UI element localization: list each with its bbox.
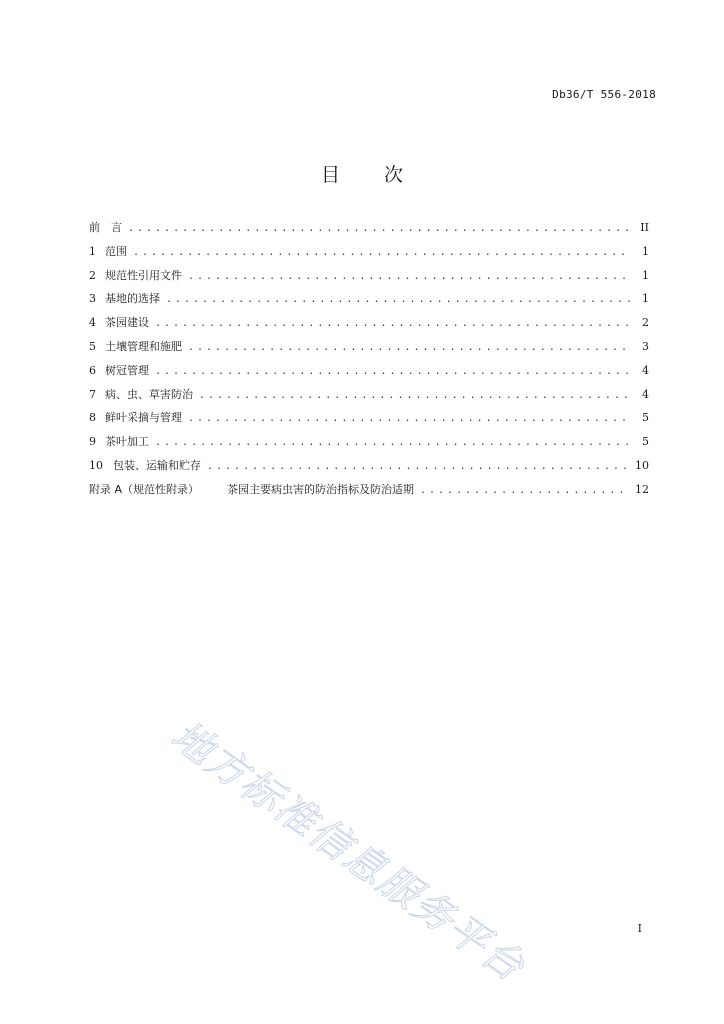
toc-entry-number: 6 — [89, 363, 96, 377]
toc-entry-page: 4 — [642, 363, 649, 377]
toc-entry-number: 3 — [89, 292, 96, 306]
toc-entry-number: 1 — [89, 244, 96, 258]
toc-heading-char-1: 目 — [320, 164, 340, 186]
toc-entry-page: 4 — [642, 387, 649, 401]
toc-entry-page: 5 — [642, 435, 649, 449]
toc-entry-page: 5 — [642, 411, 649, 425]
toc-entry[interactable] — [89, 219, 649, 243]
toc-entry-title: 范围 — [105, 244, 127, 258]
toc-entry-number: 5 — [89, 339, 96, 353]
toc-entry-number: 附录 A（规范性附录） — [89, 482, 200, 496]
toc-leader-dots — [133, 247, 631, 258]
toc-heading-char-2: 次 — [384, 164, 404, 186]
toc-entry[interactable] — [89, 290, 649, 314]
toc-entry-title: 包装、运输和贮存 — [113, 458, 201, 472]
toc-entry[interactable] — [89, 314, 649, 338]
toc-entry[interactable] — [89, 433, 649, 457]
toc-entry-title: 病、虫、草害防治 — [105, 387, 193, 401]
document-code: Db36/T 556-2018 — [552, 88, 656, 101]
toc-entry-page: 1 — [642, 244, 649, 258]
toc-leader-dots — [155, 318, 631, 329]
toc-entry-number: 前 — [89, 221, 100, 234]
toc-entry-page: 12 — [635, 482, 649, 496]
toc-entry-page: 3 — [642, 339, 649, 353]
toc-entry-number: 2 — [89, 268, 96, 282]
toc-entry-number: 8 — [89, 411, 96, 425]
toc-leader-dots — [199, 390, 631, 401]
page-number: I — [637, 922, 642, 935]
table-of-contents — [89, 219, 649, 505]
toc-entry-title: 茶叶加工 — [105, 435, 149, 449]
toc-leader-dots — [155, 437, 631, 448]
toc-leader-dots — [155, 366, 631, 377]
toc-leader-dots — [188, 342, 631, 353]
toc-entry[interactable] — [89, 457, 649, 481]
toc-leader-dots — [188, 271, 631, 282]
toc-entry-page: II — [640, 221, 649, 234]
toc-leader-dots — [166, 294, 631, 305]
toc-leader-dots — [207, 461, 629, 472]
toc-entry-number: 7 — [89, 387, 96, 401]
toc-entry[interactable] — [89, 243, 649, 267]
toc-entry-number: 9 — [89, 435, 96, 449]
toc-entry-page: 10 — [635, 458, 649, 472]
toc-heading — [0, 160, 724, 187]
toc-entry-page: 1 — [642, 292, 649, 306]
toc-entry-title: 茶园主要病虫害的防治指标及防治适期 — [227, 482, 414, 496]
toc-entry-number: 10 — [89, 458, 103, 472]
toc-entry-title: 鲜叶采摘与管理 — [105, 411, 182, 425]
toc-entry-title: 言 — [111, 221, 122, 234]
toc-entry-title: 规范性引用文件 — [105, 268, 182, 282]
toc-entry[interactable] — [89, 362, 649, 386]
toc-entry[interactable] — [89, 338, 649, 362]
toc-entry-annex[interactable] — [89, 481, 649, 505]
toc-entry-title: 基地的选择 — [105, 292, 160, 306]
watermark-text: 地方标准信息服务平台 — [162, 712, 534, 992]
toc-entry-title: 树冠管理 — [105, 363, 149, 377]
toc-leader-dots — [188, 413, 631, 424]
toc-entry-title: 土壤管理和施肥 — [105, 339, 182, 353]
toc-entry-page: 2 — [642, 316, 649, 330]
toc-leader-dots — [420, 485, 629, 496]
toc-entry[interactable] — [89, 386, 649, 410]
toc-entry-page: 1 — [642, 268, 649, 282]
toc-entry-number: 4 — [89, 316, 96, 330]
toc-entry-title: 茶园建设 — [105, 316, 149, 330]
toc-entry[interactable] — [89, 409, 649, 433]
toc-leader-dots — [128, 223, 631, 234]
toc-entry[interactable] — [89, 267, 649, 291]
